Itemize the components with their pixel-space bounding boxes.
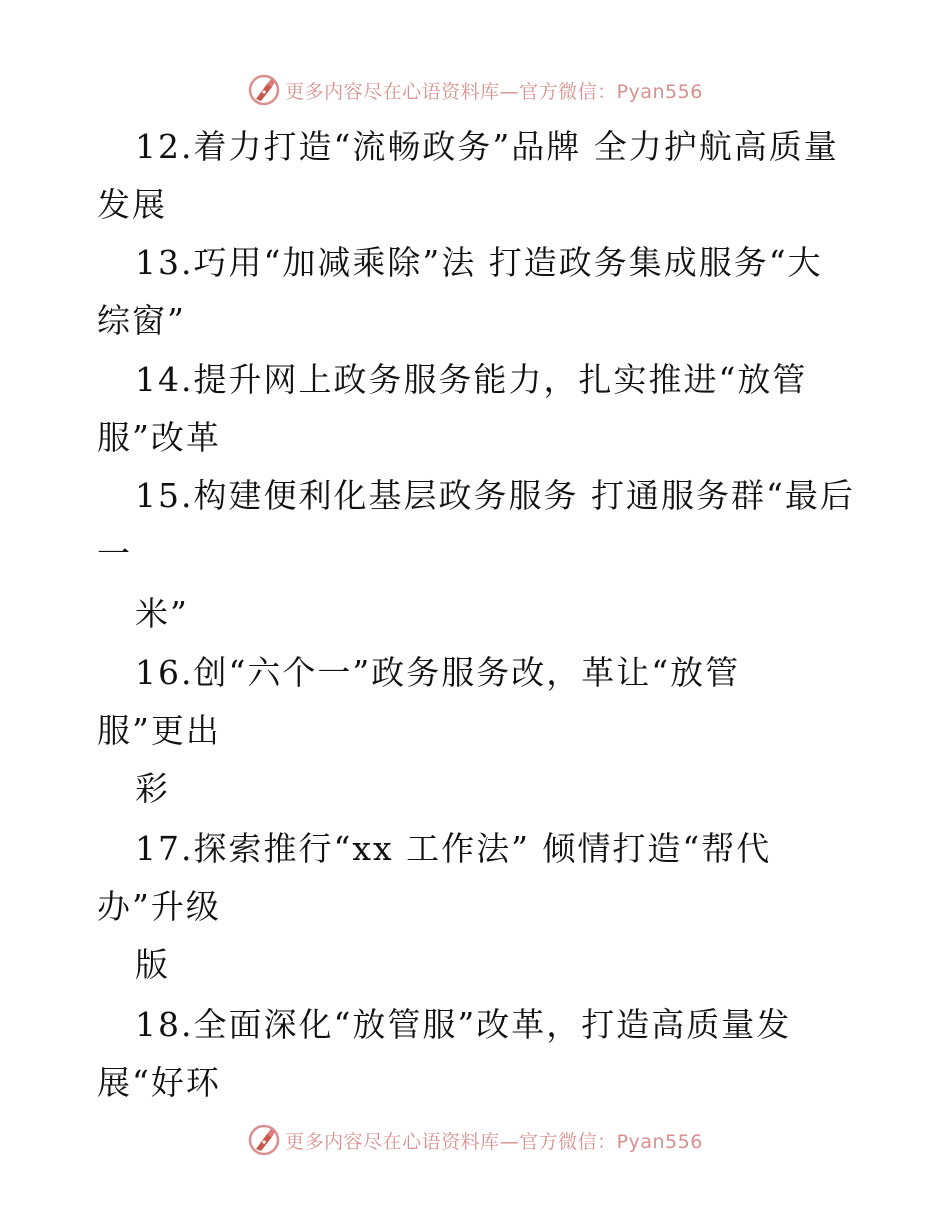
item-14-line-1: 14.提升网上政务服务能力，扎实推进“放管 (135, 360, 808, 399)
item-17-line-1: 17.探索推行“xx 工作法” 倾情打造“帮代 (135, 829, 772, 868)
watermark-text: 更多内容尽在心语资料库—官方微信：Pyan556 (285, 80, 703, 103)
item-12-line-1: 12.着力打造“流畅政务”品牌 全力护航高质量 (135, 127, 839, 166)
pen-nib-circle-icon (247, 1123, 281, 1157)
item-18-line-2: 展“好环 (97, 1063, 221, 1102)
watermark-text: 更多内容尽在心语资料库—官方微信：Pyan556 (285, 1130, 703, 1153)
item-15-line-3: 米” (135, 594, 189, 633)
item-16-line-2: 服”更出 (97, 711, 221, 750)
item-18-line-1: 18.全面深化“放管服”改革，打造高质量发 (135, 1005, 792, 1044)
footer-watermark (0, 1120, 950, 1160)
item-14-line-2: 服”改革 (97, 418, 221, 457)
item-13-line-2: 综窗” (97, 301, 186, 340)
item-16-line-1: 16.创“六个一”政务服务改，革让“放管 (135, 653, 741, 692)
item-17-line-2: 办”升级 (97, 887, 221, 926)
item-13-line-1: 13.巧用“加减乘除”法 打造政务集成服务“大 (135, 243, 823, 282)
item-16-line-3: 彩 (135, 769, 170, 808)
item-15-line-1: 15.构建便利化基层政务服务 打通服务群“最后 (135, 476, 855, 515)
item-12-line-2: 发展 (97, 185, 167, 224)
item-15-line-2: 一 (97, 534, 132, 573)
item-17-line-3: 版 (135, 945, 170, 984)
